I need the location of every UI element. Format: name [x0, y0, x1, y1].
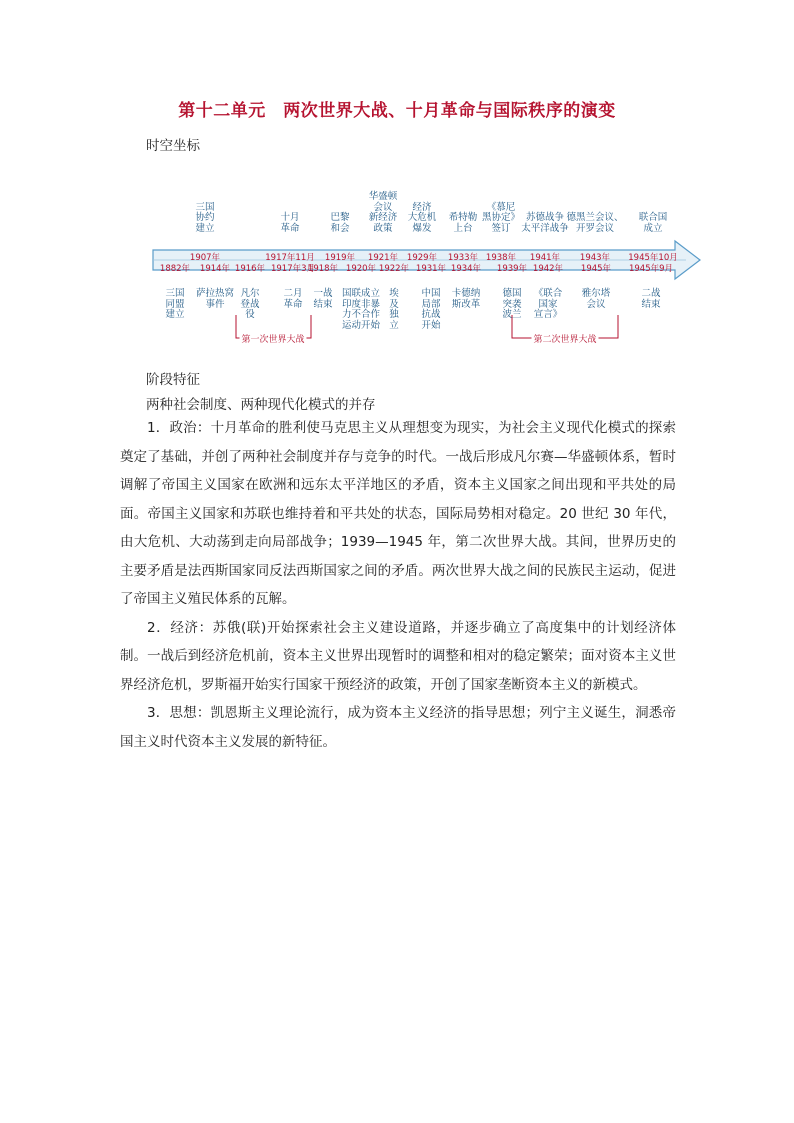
event-text-line: 事件 [205, 298, 225, 310]
top-event-5 [449, 213, 478, 234]
top-event-year: 1945年10月 [628, 253, 678, 263]
bottom-event-7 [421, 289, 440, 331]
event-text-line: 太平洋战争 [521, 222, 569, 234]
event-text-line: 新经济 [368, 212, 398, 223]
paragraph-economy: 2．经济：苏俄(联)开始探索社会主义建设道路，并逐步确立了高度集中的计划经济体制。一战后到经济危机前，资本主义世界出现暂时的调整和相对的稳定繁荣；面对资本主义世界经济危机，罗斯福开始实行国家干预经济的政策，开创了国家垄断资本主义的新模式。 [120, 619, 676, 693]
event-text-line: 力不合作 [341, 309, 381, 320]
bottom-event-year: 1918年 [307, 264, 339, 274]
event-text-line: 同盟 [165, 298, 185, 310]
event-text-line: 宣言》 [533, 309, 563, 320]
event-text-line: 签订 [491, 222, 511, 234]
event-text-line: 爆发 [412, 222, 432, 234]
event-text-line: 德黑兰会议、 [566, 212, 624, 223]
event-text-line: 经济 [412, 201, 432, 213]
war1-label: 第一次世界大战 [239, 332, 306, 345]
event-text-line: 会议 [373, 201, 393, 213]
top-event-7 [521, 213, 569, 234]
top-event-year: 1941年 [529, 253, 561, 263]
event-text-line: 结束 [641, 298, 661, 310]
event-text-line: 建立 [165, 309, 185, 320]
bottom-event-8 [452, 289, 481, 310]
event-text-line: 开始 [421, 319, 441, 331]
top-event-year: 1929年 [406, 253, 438, 263]
bottom-event-10 [534, 289, 563, 321]
top-event-6 [482, 203, 520, 235]
event-text-line: 一战 [313, 288, 333, 299]
bottom-event-12 [641, 289, 660, 310]
bottom-event-year: 1920年 [345, 264, 377, 274]
bottom-event-3 [283, 289, 302, 310]
event-text-line: 埃 [389, 288, 399, 299]
top-event-year: 1938年 [485, 253, 517, 263]
bottom-event-11 [582, 289, 611, 310]
bottom-event-year: 1917年3月 [270, 264, 316, 274]
event-text-line: 建立 [195, 222, 215, 234]
bottom-event-year: 1916年 [234, 264, 266, 274]
event-text-line: 结束 [313, 298, 333, 310]
timeline-figure [140, 188, 710, 353]
event-text-line: 独 [389, 309, 399, 320]
event-text-line: 《联合 [533, 288, 563, 299]
event-text-line: 及 [389, 298, 399, 310]
bottom-event-9 [502, 289, 521, 321]
section-heading-timeline: 时空坐标 [146, 138, 200, 154]
top-event-year: 1943年 [579, 253, 611, 263]
paragraph-thought: 3．思想：凯恩斯主义理论流行，成为资本主义经济的指导思想；列宁主义诞生，洞悉帝国主义时代资本主义发展的新特征。 [120, 705, 676, 750]
event-text-line: 十月 [280, 212, 300, 223]
event-text-line: 政策 [373, 222, 393, 234]
bottom-event-year: 1914年 [199, 264, 231, 274]
top-event-year: 1907年 [189, 253, 221, 263]
event-text-line: 开罗会议 [575, 222, 615, 234]
event-text-line: 联合国 [638, 212, 668, 223]
paragraph-politics: 1．政治：十月革命的胜利使马克思主义从理想变为现实，为社会主义现代化模式的探索奠定了基础，并创了两种社会制度并存与竞争的时代。一战后形成凡尔赛—华盛顿体系，暂时调解了帝国主义国家在欧洲和远东太平洋地区的矛盾，资本主义国家之间出现和平共处的局面。帝国主义国家和苏联也维持着和平共处的状态，国际局势相对稳定。20 世纪 30 年代，由大危机、大动荡到走向局部战争；1939—1945 年，第二次世界大战。其间，世界历史的主要矛盾是法西斯国家同反法西斯国家之间的矛盾。两次世界大战之间的民族民主运动，促进了帝国主义殖民体系的瓦解。 [120, 420, 676, 607]
event-text-line: 三国 [195, 201, 215, 213]
bottom-event-2 [240, 289, 259, 321]
event-text-line: 斯改革 [451, 298, 481, 310]
bottom-event-year: 1922年 [378, 264, 410, 274]
section-heading-characteristics: 阶段特征 [146, 372, 200, 388]
top-event-9 [639, 213, 668, 234]
bottom-event-5 [342, 289, 380, 331]
bottom-event-0 [165, 289, 184, 321]
bottom-event-4 [313, 289, 332, 310]
bottom-event-year: 1942年 [532, 264, 564, 274]
body-text [120, 414, 676, 756]
event-text-line: 苏德战争 [525, 212, 565, 223]
top-event-3 [369, 192, 398, 234]
event-text-line: 凡尔 [240, 288, 260, 299]
bottom-event-year: 1934年 [450, 264, 482, 274]
event-text-line: 役 [245, 309, 255, 320]
top-event-8 [566, 213, 623, 234]
event-text-line: 协约 [195, 212, 215, 223]
bottom-event-6 [389, 289, 399, 331]
event-text-line: 中国 [421, 288, 441, 299]
event-text-line: 上台 [453, 222, 473, 234]
event-text-line: 希特勒 [448, 212, 478, 223]
bottom-event-year: 1945年 [580, 264, 612, 274]
event-text-line: 和会 [330, 222, 350, 234]
event-text-line: 抗战 [421, 309, 441, 320]
top-event-1 [280, 213, 299, 234]
top-event-0 [195, 203, 214, 235]
event-text-line: 印度非暴 [341, 298, 381, 310]
event-text-line: 二月 [283, 288, 303, 299]
war2-label: 第二次世界大战 [531, 332, 598, 345]
bottom-event-year: 1939年 [496, 264, 528, 274]
event-text-line: 突袭 [502, 298, 522, 310]
event-text-line: 萨拉热窝 [195, 288, 235, 299]
event-text-line: 《慕尼 [486, 201, 516, 213]
page-title: 第十二单元 两次世界大战、十月革命与国际秩序的演变 [178, 101, 616, 121]
event-text-line: 国联成立 [341, 288, 381, 299]
event-text-line: 运动开始 [341, 319, 381, 331]
event-text-line: 革命 [280, 222, 300, 234]
event-text-line: 德国 [502, 288, 522, 299]
event-text-line: 巴黎 [330, 212, 350, 223]
top-event-year: 1933年 [447, 253, 479, 263]
bottom-event-year: 1882年 [159, 264, 191, 274]
event-text-line: 国家 [538, 298, 558, 310]
event-text-line: 革命 [283, 298, 303, 310]
bottom-event-1 [196, 289, 234, 310]
event-text-line: 卡德纳 [451, 288, 481, 299]
event-text-line: 会议 [586, 298, 606, 310]
top-event-year: 1919年 [324, 253, 356, 263]
event-text-line: 登战 [240, 298, 260, 310]
top-event-year: 1917年11月 [265, 253, 315, 263]
event-text-line: 成立 [643, 222, 663, 234]
bottom-event-year: 1945年9月 [628, 264, 674, 274]
event-text-line: 雅尔塔 [581, 288, 611, 299]
event-text-line: 立 [389, 319, 399, 331]
event-text-line: 波兰 [502, 309, 522, 320]
subtitle: 两种社会制度、两种现代化模式的并存 [146, 397, 376, 413]
event-text-line: 二战 [641, 288, 661, 299]
event-text-line: 大危机 [407, 212, 437, 223]
event-text-line: 局部 [421, 298, 441, 310]
top-event-2 [330, 213, 349, 234]
event-text-line: 华盛顿 [368, 191, 398, 202]
bottom-event-year: 1931年 [415, 264, 447, 274]
event-text-line: 黑协定》 [481, 212, 521, 223]
top-event-year: 1921年 [367, 253, 399, 263]
top-event-4 [408, 203, 437, 235]
event-text-line: 三国 [165, 288, 185, 299]
